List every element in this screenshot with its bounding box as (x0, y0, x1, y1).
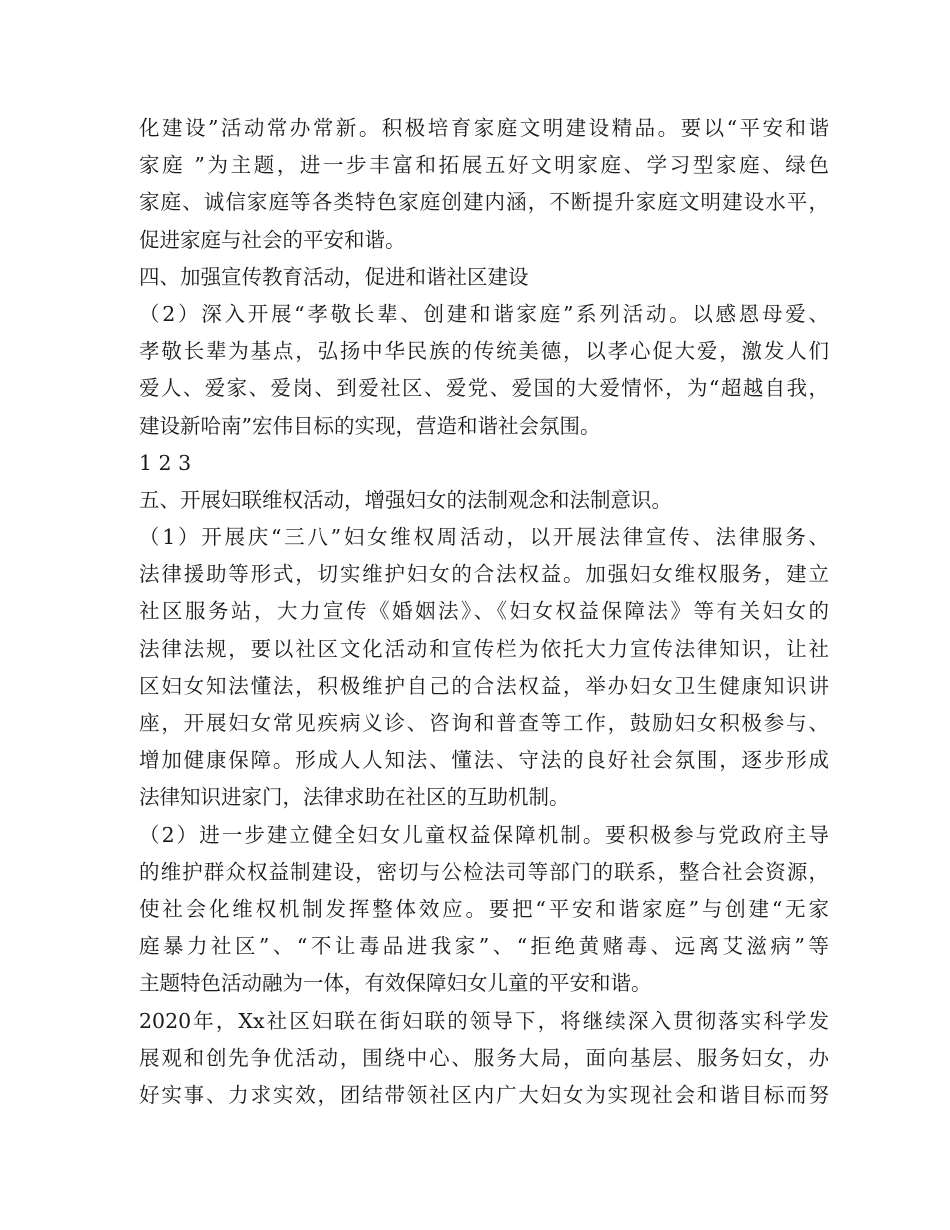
text-line: 孝敬长辈为基点，弘扬中华民族的传统美德，以孝心促大爱，激发人们 (139, 339, 829, 364)
text-line: 主题特色活动融为一体，有效保障妇女儿童的平安和谐。 (139, 971, 652, 996)
text-line: 建设新哈南”宏伟目标的实现，营造和谐社会氛围。 (139, 413, 601, 438)
body-text (139, 110, 829, 1114)
text-line: 促进家庭与社会的平安和谐。 (139, 227, 406, 252)
page-numbers: 1 2 3 (139, 450, 192, 475)
text-line: 使社会化维权机制发挥整体效应。要把“平安和谐家庭”与创建“无家 (139, 896, 829, 921)
text-line: 家庭、诚信家庭等各类特色家庭创建内涵，不断提升家庭文明建设水平， (139, 190, 829, 215)
text-line: 展观和创先争优活动，围绕中心、服务大局，面向基层、服务妇女，办 (139, 1045, 829, 1070)
text-line: 2020年，Xx社区妇联在街妇联的领导下，将继续深入贯彻落实科学发 (139, 1008, 829, 1033)
text-line: 庭暴力社区”、“不让毒品进我家”、“拒绝黄赌毒、远离艾滋病”等 (139, 934, 829, 959)
text-line: 法律法规，要以社区文化活动和宣传栏为依托大力宣传法律知识，让社 (139, 636, 829, 661)
text-line: 爱人、爱家、爱岗、到爱社区、爱党、爱国的大爱情怀，为“超越自我， (139, 376, 829, 401)
text-line: 区妇女知法懂法，积极维护自己的合法权益，举办妇女卫生健康知识讲 (139, 673, 829, 698)
text-line: （2）深入开展“孝敬长辈、创建和谐家庭”系列活动。以感恩母爱、 (139, 301, 829, 326)
text-line: 增加健康保障。形成人人知法、懂法、守法的良好社会氛围，逐步形成 (139, 748, 829, 773)
text-line: 好实事、力求实效，团结带领社区内广大妇女为实现社会和谐目标而努 (139, 1082, 829, 1107)
section-heading: 五、开展妇联维权活动，增强妇女的法制观念和法制意识。 (139, 487, 672, 512)
text-line: 座，开展妇女常见疾病义诊、咨询和普查等工作，鼓励妇女积极参与、 (139, 711, 829, 735)
text-line: （1）开展庆“三八”妇女维权周活动，以开展法律宣传、法律服务、 (139, 525, 829, 550)
section-heading: 四、加强宣传教育活动，促进和谐社区建设 (139, 264, 529, 289)
text-line: （2）进一步建立健全妇女儿童权益保障机制。要积极参与党政府主导 (139, 822, 829, 847)
text-line: 法律知识进家门，法律求助在社区的互助机制。 (139, 785, 570, 810)
text-line: 化建设”活动常办常新。积极培育家庭文明建设精品。要以“平安和谐 (139, 116, 829, 140)
text-line: 法律援助等形式，切实维护妇女的合法权益。加强妇女维权服务，建立 (139, 562, 829, 587)
text-line: 社区服务站，大力宣传《婚姻法》、《妇女权益保障法》等有关妇女的 (139, 599, 829, 624)
text-line: 的维护群众权益制建设，密切与公检法司等部门的联系，整合社会资源， (139, 859, 829, 884)
text-line: 家庭 ”为主题，进一步丰富和拓展五好文明家庭、学习型家庭、绿色 (139, 153, 829, 178)
